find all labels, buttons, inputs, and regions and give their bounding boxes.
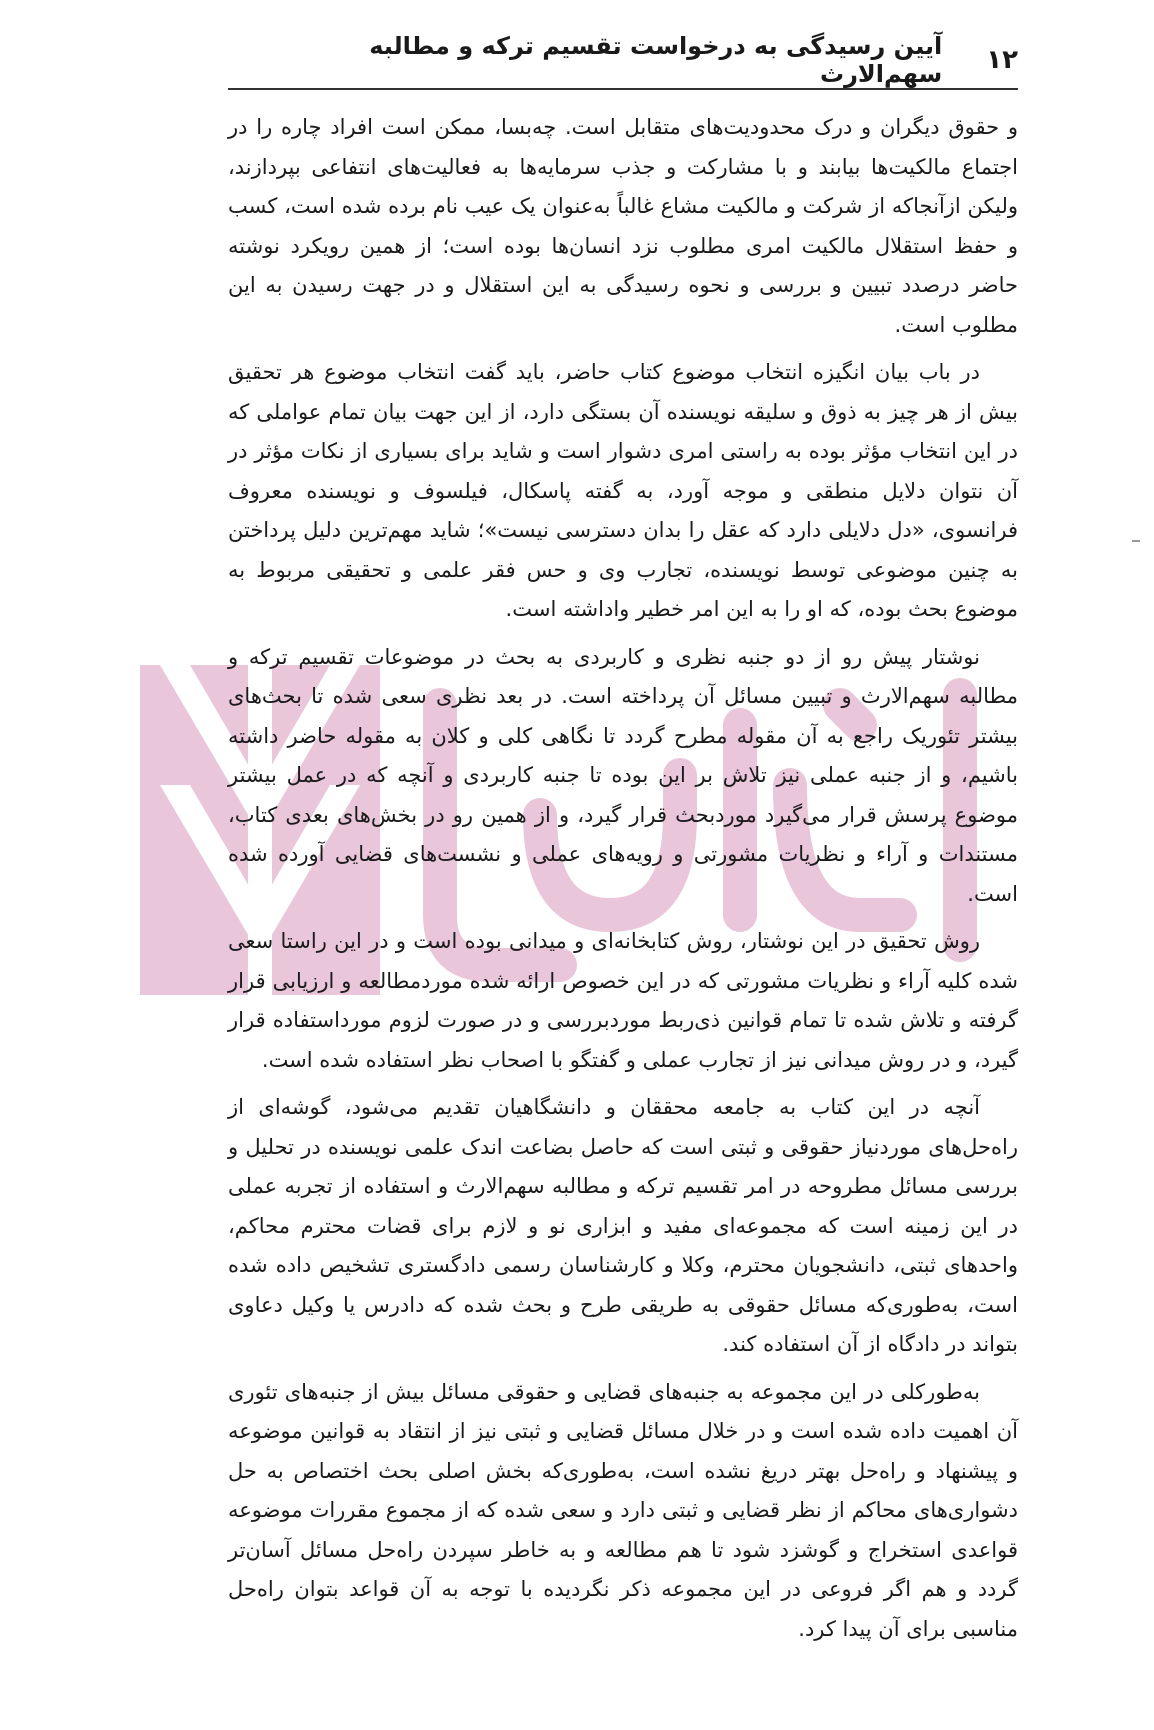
paragraph: آنچه در این کتاب به جامعه محققان و دانشگاهیان تقدیم می‌شود، گوشه‌ای از راه‌حل‌های موردنیاز حقوقی و ثبتی است که حاصل بضاعت اندک علمی نویسنده در تحلیل و بررسی مسائل مطروحه در امر تقسیم ترکه و مطالبه سهم‌الارث و استفاده از تجربه عملی در این زمینه است که مجموعه‌ای مفید و ابزاری نو و لازم برای قضات محترم محاکم، واحدهای ثبتی، دانشجویان محترم، وکلا و کارشناسان رسمی دادگستری تشخیص داده شده است، به‌طوری‌که مسائل حقوقی به طریقی طرح و بحث شده که دادرس یا وکیل دعاوی بتواند در دادگاه از آن استفاده کند. bbox=[228, 1095, 1018, 1356]
paragraph: نوشتار پیش رو از دو جنبه نظری و کاربردی به بحث در موضوعات تقسیم ترکه و مطالبه سهم‌الارث و تبیین مسائل آن پرداخته است. در بعد نظری سعی شده تا بحث‌های بیشتر تئوریک راجع به آن مقوله مطرح گردد تا نگاهی کلی و کلان به مقوله حاضر داشته باشیم، و از جنبه عملی نیز تلاش بر این بوده تا جنبه کاربردی و آنچه که در عمل بیشتر موضوع پرسش قرار می‌گیرد موردبحث قرار گیرد، و از همین رو در بخش‌های بعدی کتاب، مستندات و آراء و نظریات مشورتی و رویه‌های عملی و نشست‌های قضایی آورده شده است. bbox=[228, 644, 1018, 906]
header-divider bbox=[228, 88, 1018, 90]
paragraph: و حقوق دیگران و درک محدودیت‌های متقابل است. چه‌بسا، ممکن است افراد چاره را در اجتماع مالکیت‌ها بیابند و با مشارکت و جذب سرمایه‌ها به فعالیت‌های انتفاعی بپردازند، ولیکن ازآنجاکه از شرکت و مالکیت مشاع غالباً به‌عنوان یک عیب نام برده شده است، کسب و حفظ استقلال مالکیت امری مطلوب نزد انسان‌ها بوده است؛ از همین رویکرد نوشته حاضر درصدد تبیین و بررسی و نحوه رسیدگی به این استقلال و در جهت رسیدن به این مطلوب است. bbox=[228, 115, 1018, 337]
margin-tick bbox=[1132, 540, 1140, 542]
body-text bbox=[228, 108, 1018, 1657]
page-number: ۱۲ bbox=[986, 45, 1018, 75]
running-header bbox=[290, 32, 1018, 88]
running-title: آیین رسیدگی به درخواست تقسیم ترکه و مطالبه سهم‌الارث bbox=[369, 32, 943, 88]
paragraph: به‌طورکلی در این مجموعه به جنبه‌های قضایی و حقوقی مسائل بیش از جنبه‌های تئوری آن اهمیت داده شده است و در خلال مسائل قضایی و ثبتی نیز از انتقاد به قوانین موضوعه و پیشنهاد و راه‌حل بهتر دریغ نشده است، به‌طوری‌که بخش اصلی بحث اختصاص به حل دشواری‌های محاکم از نظر قضایی و ثبتی دارد و سعی شده که از مجموع مقررات موضوعه قواعدی استخراج و گوشزد شود تا هم مطالعه و به خاطر سپردن راه‌حل مسائل آسان‌تر گردد و هم اگر فروعی در این مجموعه ذکر نگردیده با توجه به آن قواعد بتوان راه‌حل مناسبی برای آن پیدا کرد. bbox=[228, 1379, 1018, 1641]
paragraph: روش تحقیق در این نوشتار، روش کتابخانه‌ای و میدانی بوده است و در این راستا سعی شده کلیه آراء و نظریات مشورتی که در این خصوص ارائه شده موردمطالعه و ارزیابی قرار گرفته و تلاش شده تا تمام قوانین ذی‌ربط موردبررسی و در صورت لزوم مورداستفاده قرار گیرد، و در روش میدانی نیز از تجارب عملی و گفتگو با اصحاب نظر استفاده شده است. bbox=[228, 929, 1018, 1072]
paragraph: در باب بیان انگیزه انتخاب موضوع کتاب حاضر، باید گفت انتخاب موضوع هر تحقیق بیش از هر چیز به ذوق و سلیقه نویسنده آن بستگی دارد، از این جهت بیان تمام عواملی که در این انتخاب مؤثر بوده به راستی امری دشوار است و شاید برای بسیاری از نکات مؤثر در آن نتوان دلایل منطقی و موجه آورد، به گفته پاسکال، فیلسوف و نویسنده معروف فرانسوی، «دل دلایلی دارد که عقل را بدان دسترسی نیست»؛ شاید مهم‌ترین دلیل پرداختن به چنین موضوعی توسط نویسنده، تجارب وی و حس فقر علمی و تحقیقی مربوط به موضوع بحث بوده، که او را به این امر خطیر واداشته است. bbox=[228, 360, 1018, 621]
